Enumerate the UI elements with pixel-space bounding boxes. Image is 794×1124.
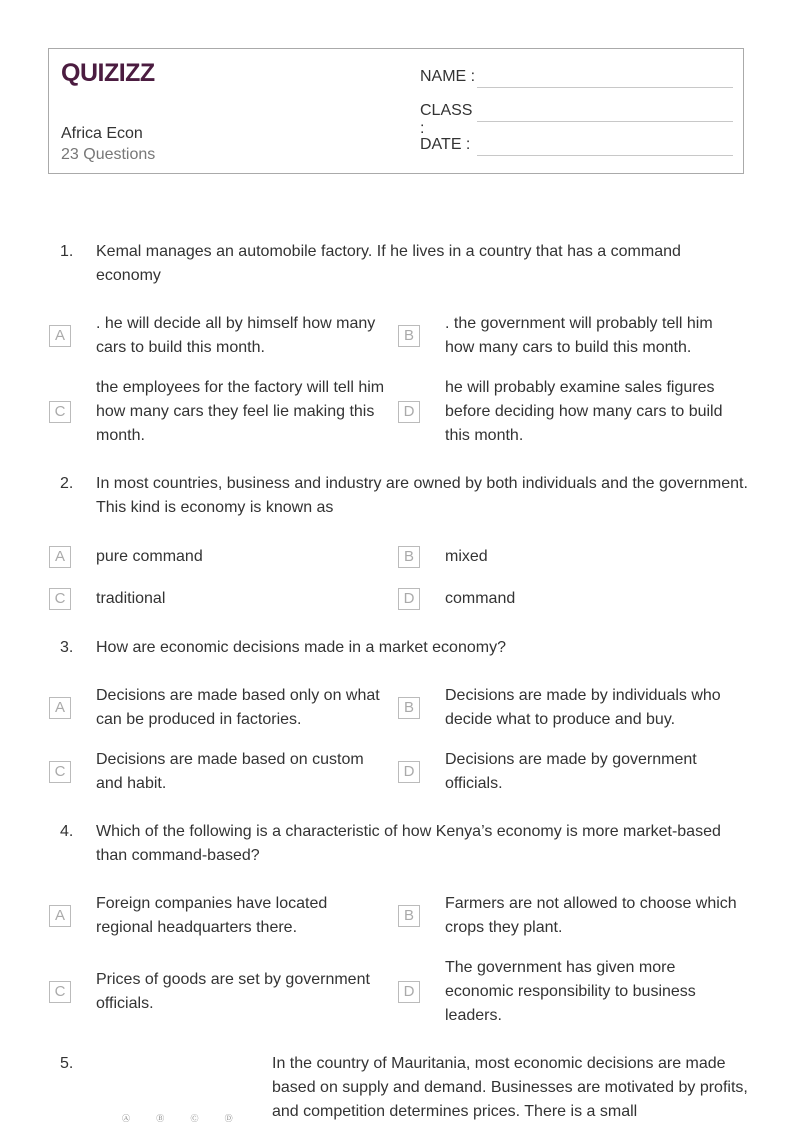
name-line[interactable] (477, 87, 733, 88)
option-letter-c[interactable]: C (49, 981, 71, 1003)
date-label: DATE : (420, 136, 471, 153)
option-letter-d[interactable]: D (398, 588, 420, 610)
option-letter-d[interactable]: D (398, 401, 420, 423)
name-field[interactable] (420, 68, 476, 86)
option-text[interactable]: Decisions are made by government officials. (445, 751, 697, 792)
question-text: In the country of Mauritania, most economic decisions are made based on supply and demand. Businesses are motivated by profits, and competition determines prices. There is a small (272, 1055, 748, 1120)
worksheet-title: Africa Econ (61, 125, 143, 142)
option-text[interactable]: Farmers are not allowed to choose which crops they plant. (445, 895, 737, 936)
class-line[interactable] (477, 121, 733, 122)
option-letter-b[interactable]: B (398, 697, 420, 719)
question-number: 3. (60, 639, 74, 656)
question-number: 1. (60, 243, 74, 260)
worksheet-header (48, 48, 744, 174)
option-text[interactable]: Decisions are made based only on what can be produced in factories. (96, 687, 380, 728)
name-label: NAME : (420, 68, 476, 85)
question-number: 5. (60, 1055, 74, 1072)
option-letter-a[interactable]: A (49, 697, 71, 719)
class-label: CLASS : (420, 102, 473, 137)
option-letter-a[interactable]: A (49, 905, 71, 927)
option-text[interactable]: Prices of goods are set by government officials. (96, 971, 370, 1012)
option-letter-b[interactable]: B (398, 546, 420, 568)
question-text: In most countries, business and industry are owned by both individuals and the government. This kind is economy is known as (96, 475, 748, 516)
option-letter-a[interactable]: A (49, 325, 71, 347)
option-letter-d[interactable]: D (398, 761, 420, 783)
option-letter-b[interactable]: B (398, 905, 420, 927)
option-letter-c[interactable]: C (49, 588, 71, 610)
option-text[interactable]: Decisions are made by individuals who decide what to produce and buy. (445, 687, 721, 728)
option-text[interactable]: he will probably examine sales figures before deciding how many cars to build this month. (445, 379, 723, 444)
answer-bubbles-icon: Ⓐ Ⓑ Ⓒ Ⓓ (122, 1114, 245, 1123)
option-letter-c[interactable]: C (49, 761, 71, 783)
option-letter-b[interactable]: B (398, 325, 420, 347)
option-text[interactable]: pure command (96, 548, 203, 565)
option-letter-d[interactable]: D (398, 981, 420, 1003)
option-text[interactable]: traditional (96, 590, 166, 607)
option-letter-a[interactable]: A (49, 546, 71, 568)
question-count: 23 Questions (61, 146, 156, 163)
option-text[interactable]: the employees for the factory will tell him how many cars they feel lie making this month. (96, 379, 385, 444)
question-number: 2. (60, 475, 74, 492)
date-field[interactable] (420, 136, 476, 154)
option-text[interactable]: Decisions are made based on custom and habit. (96, 751, 364, 792)
option-letter-c[interactable]: C (49, 401, 71, 423)
option-text[interactable]: command (445, 590, 516, 607)
option-text[interactable]: The government has given more economic responsibility to business leaders. (445, 959, 696, 1024)
class-field[interactable] (420, 102, 476, 138)
option-text[interactable]: . the government will probably tell him how many cars to build this month. (445, 315, 713, 356)
option-text[interactable]: mixed (445, 548, 488, 565)
question-text: How are economic decisions made in a market economy? (96, 639, 506, 656)
date-line[interactable] (477, 155, 733, 156)
option-text[interactable]: Foreign companies have located regional headquarters there. (96, 895, 328, 936)
question-number: 4. (60, 823, 74, 840)
option-text[interactable]: . he will decide all by himself how many cars to build this month. (96, 315, 376, 356)
question-text: Which of the following is a characteristic of how Kenya’s economy is more market-based than command-based? (96, 823, 721, 864)
quizizz-logo: QUIZIZZ (61, 59, 155, 87)
question-text: Kemal manages an automobile factory. If he lives in a country that has a command economy (96, 243, 681, 284)
